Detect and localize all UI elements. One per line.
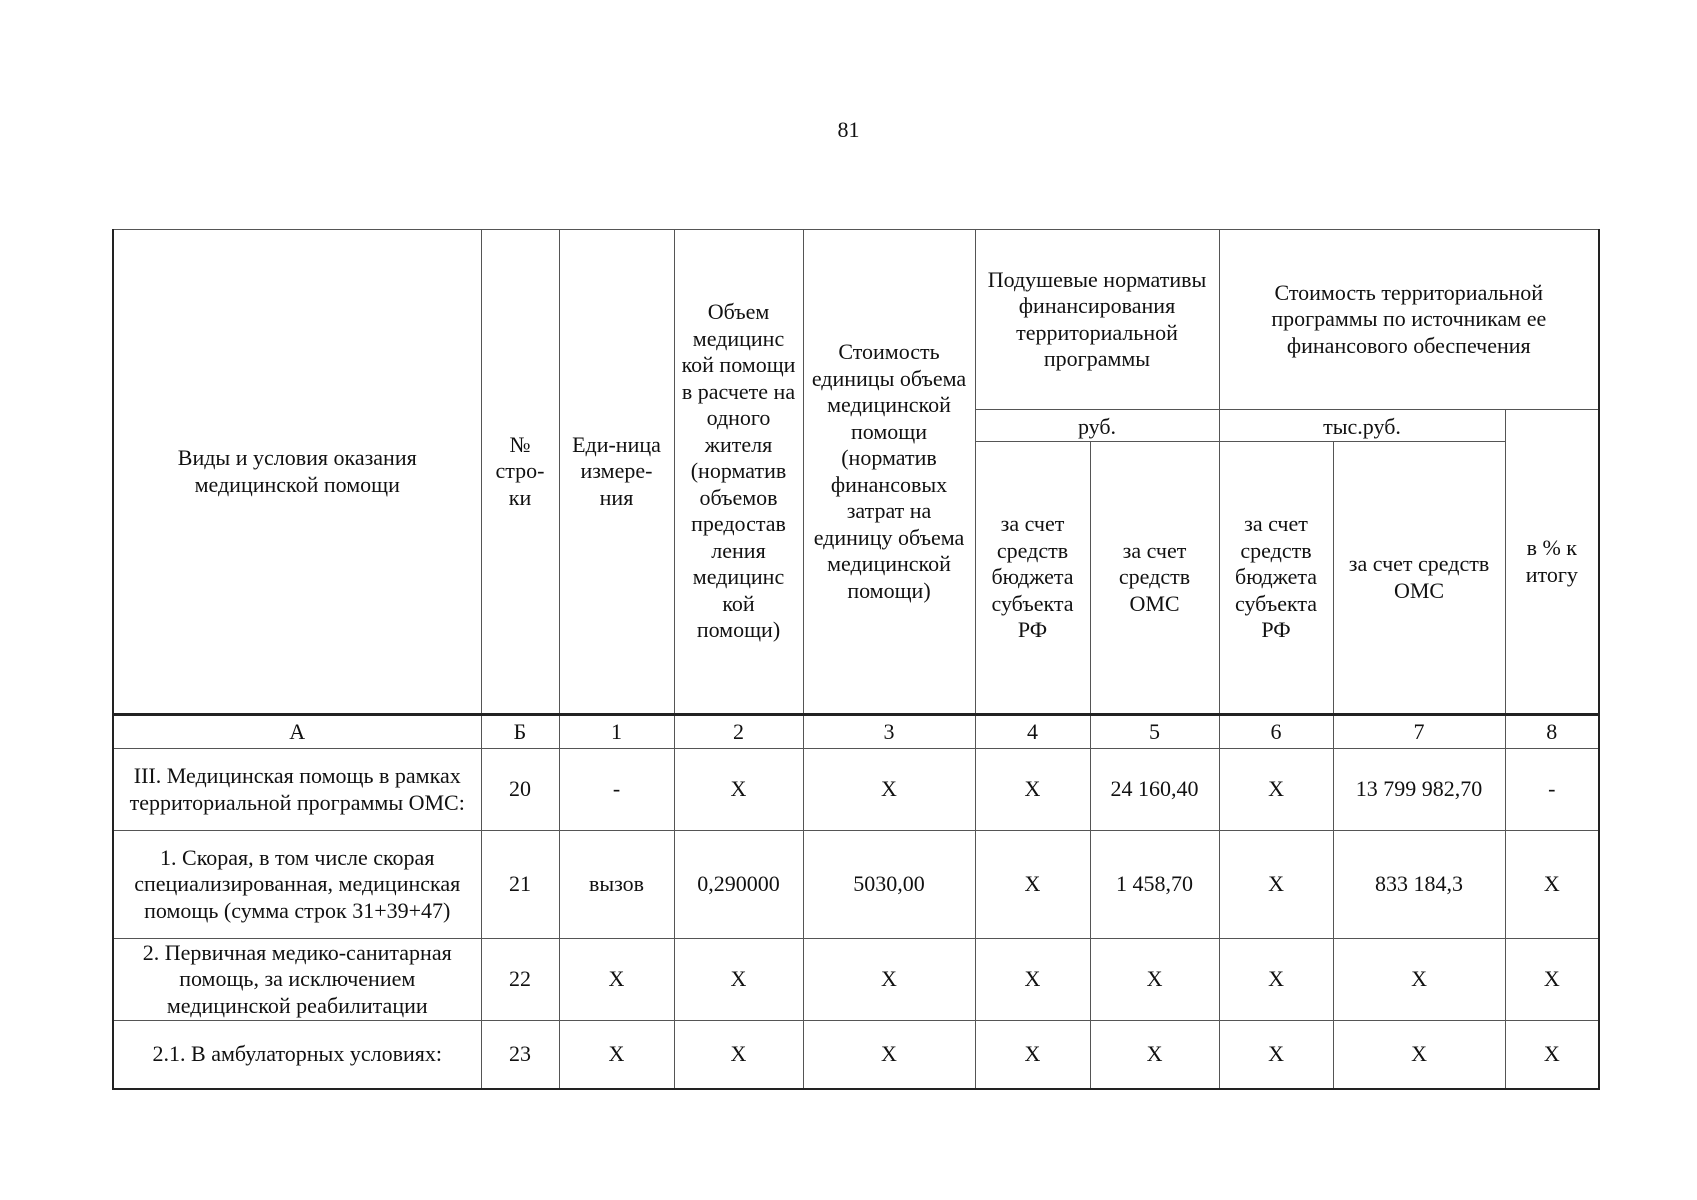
column-number: 2 — [674, 715, 803, 749]
table-row — [113, 749, 1599, 831]
row-unit: X — [559, 939, 674, 1021]
row-line-number: 22 — [481, 939, 559, 1021]
column-number: 6 — [1219, 715, 1333, 749]
header-col-2: Объем медицинс кой помощи в расчете на одного жителя (норматив объемов предостав ления медицинс кой помощи) — [674, 230, 803, 715]
row-volume: 0,290000 — [674, 831, 803, 939]
row-cost-oms: X — [1333, 1021, 1505, 1089]
row-percent: X — [1505, 831, 1599, 939]
row-name: 2.1. В амбулаторных условиях: — [113, 1021, 481, 1089]
header-group-cost: Стоимость территориальной программы по источникам ее финансового обеспечения — [1219, 230, 1599, 410]
row-name: 2. Первичная медико-санитарная помощь, за исключением медицинской реабилитации — [113, 939, 481, 1021]
row-per-capita-budget: X — [975, 1021, 1090, 1089]
row-per-capita-oms: 24 160,40 — [1090, 749, 1219, 831]
row-volume: X — [674, 749, 803, 831]
row-line-number: 20 — [481, 749, 559, 831]
row-per-capita-budget: X — [975, 939, 1090, 1021]
row-unit-cost: X — [803, 749, 975, 831]
row-per-capita-budget: X — [975, 749, 1090, 831]
row-volume: X — [674, 939, 803, 1021]
header-col-b: № стро-ки — [481, 230, 559, 715]
row-unit: X — [559, 1021, 674, 1089]
row-line-number: 23 — [481, 1021, 559, 1089]
header-col-4: за счет средств бюджета субъекта РФ — [975, 442, 1090, 715]
header-col-5: за счет средств ОМС — [1090, 442, 1219, 715]
row-cost-budget: X — [1219, 1021, 1333, 1089]
row-line-number: 21 — [481, 831, 559, 939]
row-name: III. Медицинская помощь в рамках территориальной программы ОМС: — [113, 749, 481, 831]
column-number: Б — [481, 715, 559, 749]
row-cost-oms: 13 799 982,70 — [1333, 749, 1505, 831]
row-unit: вызов — [559, 831, 674, 939]
row-unit-cost: X — [803, 939, 975, 1021]
column-number: А — [113, 715, 481, 749]
row-percent: - — [1505, 749, 1599, 831]
row-cost-oms: 833 184,3 — [1333, 831, 1505, 939]
row-per-capita-budget: X — [975, 831, 1090, 939]
column-number: 4 — [975, 715, 1090, 749]
table-row — [113, 831, 1599, 939]
header-unit-thousand-rub: тыс.руб. — [1219, 410, 1505, 442]
header-col-7: за счет средств ОМС — [1333, 442, 1505, 715]
header-unit-rub: руб. — [975, 410, 1219, 442]
header-col-8: в % к итогу — [1505, 410, 1599, 715]
row-unit-cost: X — [803, 1021, 975, 1089]
row-percent: X — [1505, 939, 1599, 1021]
table-row — [113, 939, 1599, 1021]
page-number: 81 — [837, 117, 860, 142]
row-cost-budget: X — [1219, 831, 1333, 939]
row-percent: X — [1505, 1021, 1599, 1089]
column-number: 1 — [559, 715, 674, 749]
table-row — [113, 1021, 1599, 1089]
header-col-a: Виды и условия оказания медицинской помощи — [113, 230, 481, 715]
header-col-6: за счет средств бюджета субъекта РФ — [1219, 442, 1333, 715]
row-name: 1. Скорая, в том числе скорая специализированная, медицинская помощь (сумма строк 31+39+47) — [113, 831, 481, 939]
header-col-3: Стоимость единицы объема медицинской помощи (норматив финансовых затрат на единицу объема медицинской помощи) — [803, 230, 975, 715]
row-cost-budget: X — [1219, 749, 1333, 831]
row-per-capita-oms: X — [1090, 1021, 1219, 1089]
row-cost-budget: X — [1219, 939, 1333, 1021]
column-number: 3 — [803, 715, 975, 749]
row-per-capita-oms: 1 458,70 — [1090, 831, 1219, 939]
header-col-1: Еди-ница измере-ния — [559, 230, 674, 715]
row-per-capita-oms: X — [1090, 939, 1219, 1021]
row-cost-oms: X — [1333, 939, 1505, 1021]
column-numbers-row — [113, 715, 1599, 749]
financing-table — [112, 229, 1600, 1090]
column-number: 5 — [1090, 715, 1219, 749]
row-unit-cost: 5030,00 — [803, 831, 975, 939]
row-volume: X — [674, 1021, 803, 1089]
column-number: 8 — [1505, 715, 1599, 749]
header-group-per-capita: Подушевые нормативы финансирования территориальной программы — [975, 230, 1219, 410]
column-number: 7 — [1333, 715, 1505, 749]
row-unit: - — [559, 749, 674, 831]
